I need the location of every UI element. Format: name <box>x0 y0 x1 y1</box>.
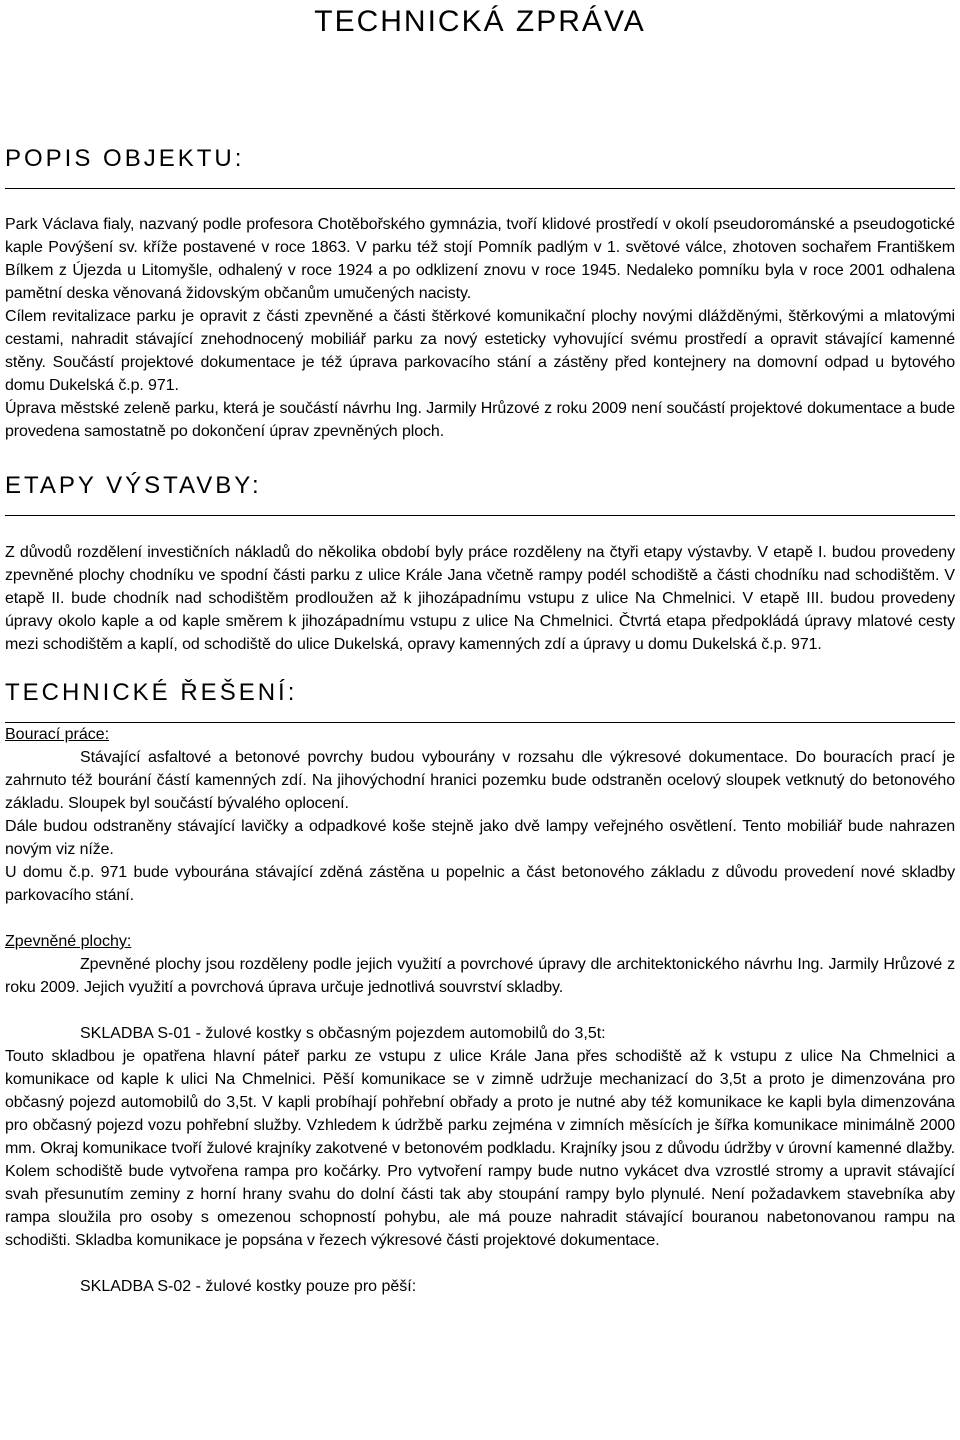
skladba-s02-heading: SKLADBA S-02 - žulové kostky pouze pro pěší: <box>80 1278 417 1295</box>
document-title: TECHNICKÁ ZPRÁVA <box>314 5 646 38</box>
spacer <box>5 999 955 1022</box>
paragraph: Stávající asfaltové a betonové povrchy budou vybourány v rozsahu dle výkresové dokumentace. Do bouracích prací je zahrnuto též bourání částí kamenných zdí. Na jihovýchodní hranici pozemku bude odstraněn ocelový sloupek vetknutý do betonového základu. Sloupek byl součástí bývalého oplocení. <box>5 749 955 812</box>
paragraph: Cílem revitalizace parku je opravit z části zpevněné a části štěrkové komunikační plochy novými dlážděnými, štěrkovými a mlatovými cestami, nahradit stávající znehodnocený mobiliář parku za nový esteticky vyhovující svému prostředí a opravit stávající kamenné stěny. Součástí projektové dokumentace je též úprava parkovacího stání a zástěny před kontejnery na domovní odpad u bytového domu Dukelská č.p. 971. <box>5 308 955 394</box>
paragraph: Touto skladbou je opatřena hlavní páteř parku ze vstupu z ulice Krále Jana přes schodiště až k vstupu z ulice Na Chmelnici a komunikace od kaple k ulici Na Chmelnici. Pěší komunikace se v zimně udržuje mechanizací do 3,5t a proto je dimenzována pro občasný pojezd automobilů do 3,5t. V kapli probíhají pohřební obřady a proto je nutné aby též komunikace ke kapli byla dimenzována pro občasný pojezd vozu pohřební služby. Vzhledem k údržbě parku zejména v zimních měsících je šířka komunikace minimálně 2000 mm. Okraj komunikace tvoří žulové krajníky zakotvené v betonovém podkladu. Krajníky jsou z důvodu údržby v úrovní kamenné dlažby. Kolem schodiště bude vytvořena rampa pro kočárky. Pro vytvoření rampy bude nutno vykácet dva vzrostlé stromy a upravit stávající svah přesunutím zeminy z horní hrany svahu do dolní části tak aby stoupání rampy bylo plynulé. Není požadavkem stavebníka aby rampa sloužila pro osoby s omezenou schopností pohybu, ale má pouze nahradit stávající bouranou nabetonovanou rampu na schodišti. Skladba komunikace je popsána v řezech výkresové části projektové dokumentace. <box>5 1048 955 1249</box>
spacer <box>5 907 955 930</box>
paragraph: Park Václava fialy, nazvaný podle profesora Chotěbořského gymnázia, tvoří klidové prostředí v okolí pseudorománské a pseudogotické kaple Povýšení sv. kříže postavené v roce 1863. V parku též stojí Pomník padlým v 1. světové válce, zhotoven sochařem Františkem Bílkem z Újezda u Litomyšle, odhalený v roce 1924 a po odklizení znovu v roce 1945. Nedaleko pomníku byla v roce 2001 odhalena pamětní deska věnovaná židovským občanům umučených nacisty. <box>5 216 955 302</box>
paragraph: U domu č.p. 971 bude vybourána stávající zděná zástěna u popelnic a část betonového základu z důvodu provedení nové skladby parkovacího stání. <box>5 864 955 904</box>
paragraph: Zpevněné plochy jsou rozděleny podle jejich využití a povrchové úpravy dle architektonického návrhu Ing. Jarmily Hrůzové z roku 2009. Jejich využití a povrchová úprava určuje jednotlivá souvrství skladby. <box>5 956 955 996</box>
paragraph: Z důvodů rozdělení investičních nákladů do několika období byly práce rozděleny na čtyři etapy výstavby. V etapě I. budou provedeny zpevněné plochy chodníku ve spodní části parku z ulice Krále Jana včetně rampy podél schodiště a části chodníku nad schodištěm. V etapě II. bude chodník nad schodištěm prodloužen až k jihozápadnímu vstupu z ulice Na Chmelnici. V etapě III. budou provedeny úpravy okolo kaple a od kaple směrem k jihozápadnímu vstupu z ulice Na Chmelnici. Čtvrtá etapa předpokládá úpravy mlatové cesty mezi schodištěm a kaplí, od schodiště do ulice Dukelská, opravy kamenných zdí a úpravy u domu Dukelská č.p. 971. <box>5 544 955 653</box>
section-heading-popis-objektu: POPIS OBJEKTU: <box>5 144 955 189</box>
subheading-bouraci-prace: Bourací práce: <box>5 726 110 743</box>
skladba-s01-heading: SKLADBA S-01 - žulové kostky s občasným pojezdem automobilů do 3,5t: <box>80 1025 606 1042</box>
paragraph: Úprava městské zeleně parku, která je součástí návrhu Ing. Jarmily Hrůzové z roku 2009 není součástí projektové dokumentace a bude provedena samostatně po dokončení úprav zpevněných ploch. <box>5 400 955 440</box>
subheading-zpevnene-plochy: Zpevněné plochy: <box>5 933 132 950</box>
section-heading-etapy-vystavby: ETAPY VÝSTAVBY: <box>5 471 955 516</box>
paragraph: Dále budou odstraněny stávající lavičky a odpadkové koše stejně jako dvě lampy veřejného osvětlení. Tento mobiliář bude nahrazen novým viz níže. <box>5 818 955 858</box>
section-heading-technicke-reseni: TECHNICKÉ ŘEŠENÍ: <box>5 678 955 723</box>
spacer <box>5 1252 955 1275</box>
document-page <box>5 0 955 1298</box>
